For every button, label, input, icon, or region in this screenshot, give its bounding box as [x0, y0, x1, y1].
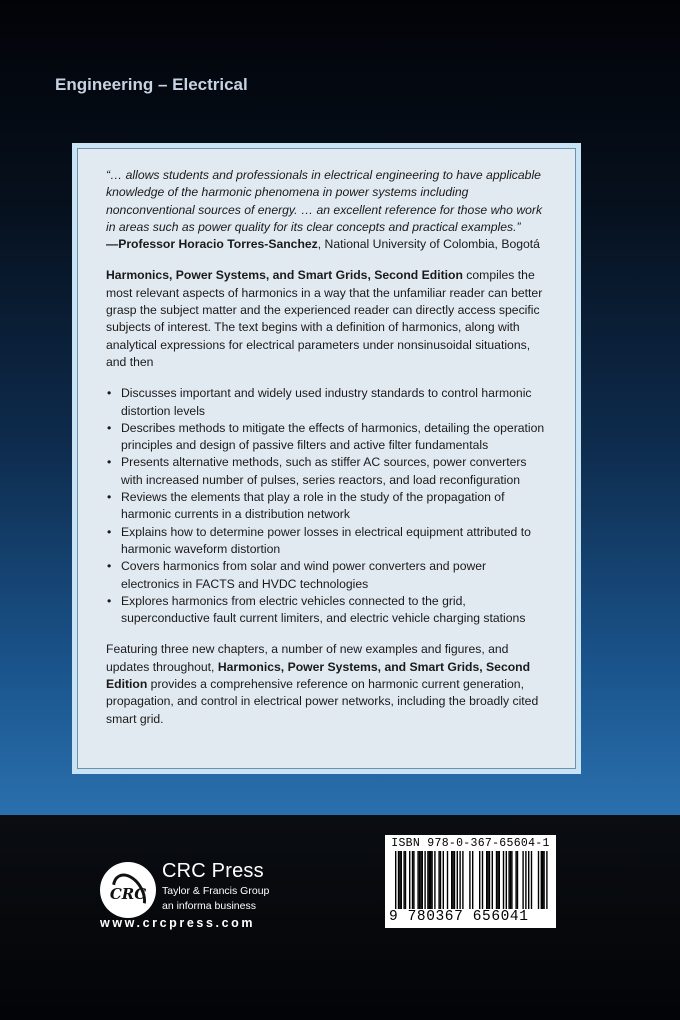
list-item: • Explains how to determine power losses in electrical equipment attributed to harmonic waveform distortion [106, 524, 547, 559]
book-description [106, 267, 547, 371]
barcode-bar [517, 851, 518, 909]
barcode-bar [511, 851, 512, 909]
barcode-bar [522, 851, 523, 909]
description-panel [77, 148, 576, 769]
barcode-bar [462, 851, 463, 909]
barcode-bar [489, 851, 490, 909]
barcode-bar [405, 851, 406, 909]
barcode-bar [412, 851, 413, 909]
barcode-bar [422, 851, 423, 909]
barcode-bar [515, 851, 516, 909]
barcode-bar [543, 851, 544, 909]
barcode-bar [496, 851, 497, 909]
barcode-bar [486, 851, 487, 909]
barcode-bar [528, 851, 529, 909]
barcode-bar [443, 851, 444, 909]
barcode-bar [399, 851, 400, 909]
book-title: Harmonics, Power Systems, and Smart Grids, Second Edition [106, 268, 463, 283]
barcode-bar [447, 851, 448, 909]
publisher-website: www.crcpress.com [100, 916, 256, 930]
publisher-group: Taylor & Francis Group [162, 885, 270, 897]
barcode-bar [541, 851, 542, 909]
author-prefix: — [106, 237, 119, 252]
list-item: • Reviews the elements that play a role in the study of the propagation of harmonic currents in a distribution network [106, 489, 547, 524]
barcode-bar [503, 851, 504, 909]
barcode-bar [487, 851, 488, 909]
closing-book-title: Harmonics, Power Systems, and Smart Grids, Second Edition [106, 659, 531, 692]
barcode-bar [419, 851, 420, 909]
barcode-bar [451, 851, 452, 909]
list-item: • Describes methods to mitigate the effects of harmonics, detailing the operation principles and design of passive filters and active filter fundamentals [106, 420, 547, 455]
endorsement-author [106, 237, 318, 251]
closing-text: provides a comprehensive reference on harmonic current generation, propagation, and control in electrical power networks, including the broadly cited smart grid. [106, 677, 539, 726]
barcode-bar [459, 851, 460, 909]
barcode-bar [431, 851, 432, 909]
author-name: Professor Horacio Torres-Sanchez [118, 237, 318, 252]
description-panel-frame [72, 143, 581, 774]
barcode-bar [409, 851, 410, 909]
author-affiliation: , National University of Colombia, Bogotá [317, 237, 540, 252]
barcode-bar [546, 851, 547, 909]
list-item: • Presents alternative methods, such as stiffer AC sources, power converters with increased number of pulses, series reactors, and load reconfiguration [106, 454, 547, 489]
barcode-bar [403, 851, 404, 909]
barcode-bar [413, 851, 414, 909]
endorsement-attribution [106, 236, 547, 253]
barcode-bar [525, 851, 526, 909]
barcode-bar [472, 851, 473, 909]
barcode-bar [440, 851, 441, 909]
barcode-bar [430, 851, 431, 909]
barcode-bar [420, 851, 421, 909]
endorsement-quote: “… allows students and professionals in electrical engineering to have applicable knowledge of the harmonic phenomena in power systems including nonconventional sources of energy. … an excellent reference for those who work in areas such as power quality for its clear concepts and practical examples.” [106, 168, 543, 234]
barcode-bar [452, 851, 453, 909]
barcode-bar [510, 851, 511, 909]
barcode-bar [492, 851, 493, 909]
description-text: compiles the most relevant aspects of harmonics in a way that the unfamiliar reader can better grasp the subject matter and the experienced reader can directly access specific subjects of interest. The text begins with a definition of harmonics, along with analytical expressions for electrical parameters under nonsinusoidal situations, and then [106, 268, 543, 369]
barcode-digits: 9 780367 656041 [389, 909, 552, 925]
barcode-bar [538, 851, 539, 909]
barcode-bar [429, 851, 430, 909]
publisher-business: an informa business [162, 900, 256, 912]
crc-logo-text: CRC [109, 885, 147, 903]
barcode-bar [479, 851, 480, 909]
barcode-bar [506, 851, 507, 909]
barcode-bar [438, 851, 439, 909]
feature-list [106, 385, 547, 627]
barcode-bar [417, 851, 418, 909]
barcode-bar [482, 851, 483, 909]
list-item: • Discusses important and widely used industry standards to control harmonic distortion levels [106, 385, 547, 420]
barcode-bar [531, 851, 532, 909]
barcode-bar [401, 851, 402, 909]
barcode-bars [385, 851, 556, 917]
barcode-bar [434, 851, 435, 909]
barcode-bar [457, 851, 458, 909]
barcode-bar [469, 851, 470, 909]
barcode-bar [398, 851, 399, 909]
crc-logo [100, 862, 156, 918]
barcode-bar [395, 851, 396, 909]
barcode-bar [497, 851, 498, 909]
barcode-bar [542, 851, 543, 909]
closing-paragraph [106, 641, 547, 727]
isbn-label: ISBN 978-0-367-65604-1 [391, 837, 550, 850]
barcode-bar [424, 851, 425, 909]
isbn-barcode [385, 835, 556, 928]
barcode-bar [454, 851, 455, 909]
barcode-bar [499, 851, 500, 909]
list-item: • Covers harmonics from solar and wind power converters and power electronics in FACTS and HVDC technologies [106, 558, 547, 593]
category-label: Engineering – Electrical [55, 75, 248, 94]
closing-intro: Featuring three new chapters, a number of new examples and figures, and updates throughout, [106, 642, 509, 674]
list-item: • Explores harmonics from electric vehicles connected to the grid, superconductive fault current limiters, and electric vehicle charging stations [106, 593, 547, 628]
publisher-name: CRC Press [162, 860, 264, 882]
barcode-bar [427, 851, 428, 909]
barcode-bar [508, 851, 509, 909]
